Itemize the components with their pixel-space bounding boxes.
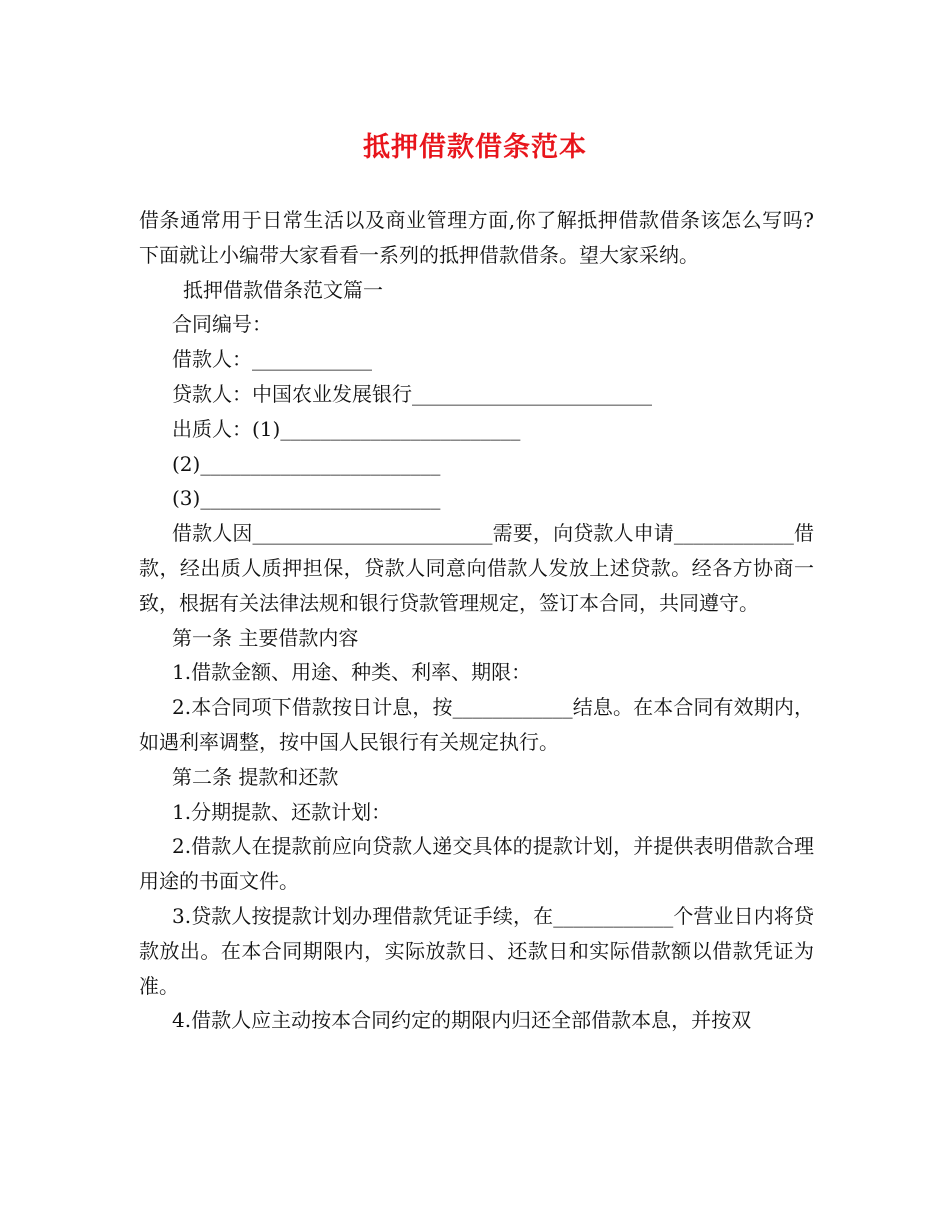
pledgor-line-1: 出质人：(1)________________________	[172, 416, 521, 441]
article-1-item-2: 2.本合同项下借款按日计息，按____________结息。在本合同有效期内，如遇利率调整，按中国人民银行有关规定执行。	[139, 695, 814, 754]
article-2-item-4: 4.借款人应主动按本合同约定的期限内归还全部借款本息，并按双	[172, 1008, 752, 1033]
borrower-line: 借款人：____________	[172, 347, 372, 372]
document-title: 抵押借款借条范本	[363, 132, 587, 163]
pledgor-line-3: (3)________________________	[172, 486, 441, 511]
article-1-item-1: 1.借款金额、用途、种类、利率、期限：	[172, 660, 532, 685]
article-1-heading: 第一条 主要借款内容	[172, 625, 359, 650]
lender-line: 贷款人：中国农业发展银行________________________	[172, 381, 652, 406]
pledgor-line-2: (2)________________________	[172, 451, 441, 476]
document-body	[139, 203, 814, 1038]
section-heading: 抵押借款借条范文篇一	[183, 277, 383, 302]
article-2-item-2: 2.借款人在提款前应向贷款人递交具体的提款计划，并提供表明借款合理用途的书面文件。	[139, 834, 814, 894]
article-2-heading: 第二条 提款和还款	[172, 764, 339, 789]
intro-paragraph: 借条通常用于日常生活以及商业管理方面,你了解抵押借款借条该怎么写吗?下面就让小编带大家看看一系列的抵押借款借条。望大家采纳。	[139, 208, 814, 267]
preamble-paragraph: 借款人因________________________需要，向贷款人申请____________借款，经出质人质押担保，贷款人同意向借款人发放上述贷款。经各方协商一致，根据有关法律法规和银行贷款管理规定，签订本合同，共同遵守。	[139, 521, 814, 615]
article-2-item-3: 3.贷款人按提款计划办理借款凭证手续，在____________个营业日内将贷款放出。在本合同期限内，实际放款日、还款日和实际借款额以借款凭证为准。	[139, 903, 814, 998]
article-2-item-1: 1.分期提款、还款计划：	[172, 799, 392, 824]
contract-number-line: 合同编号：	[172, 312, 272, 337]
